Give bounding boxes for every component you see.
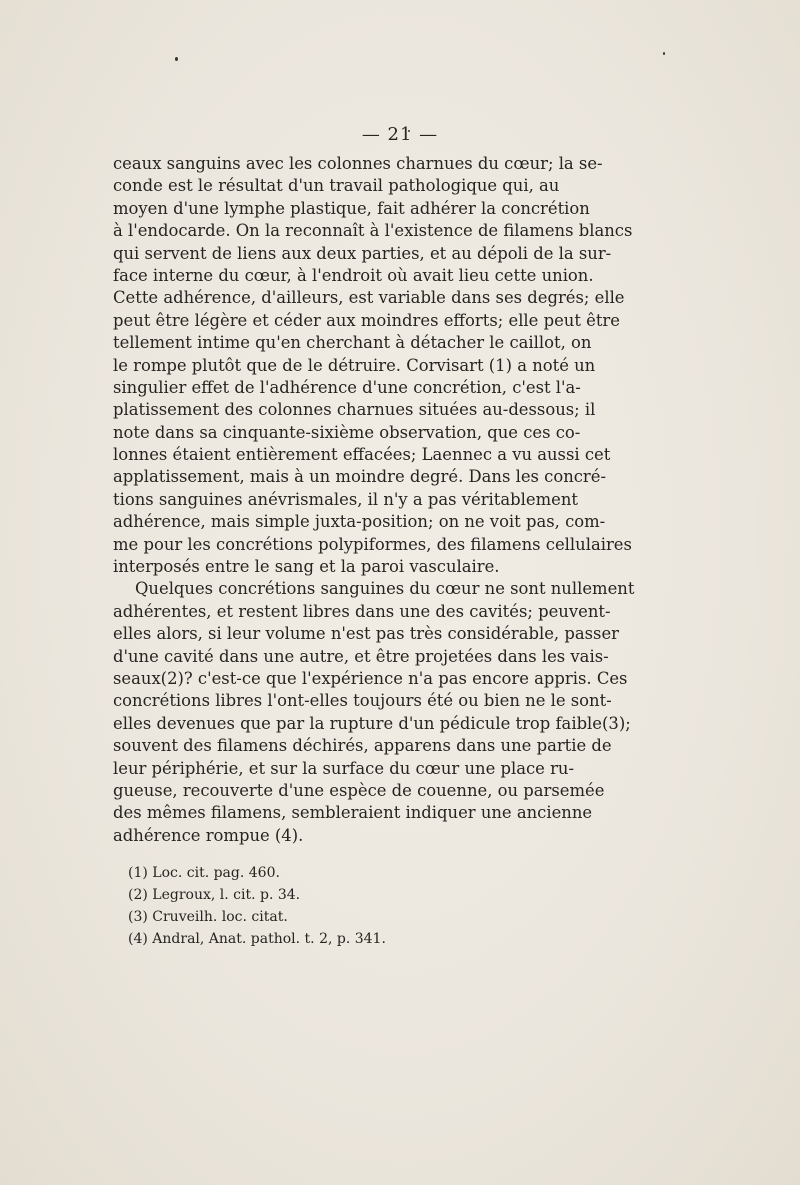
text-line: gueuse, recouverte d'une espèce de couenne, ou parsemée (113, 780, 605, 800)
text-line: ceaux sanguins avec les colonnes charnues du cœur; la se- (113, 154, 603, 173)
footnote-3: (3) Cruveilh. loc. citat. (128, 909, 288, 925)
text-line: note dans sa cinquante-sixième observation, que ces co- (113, 422, 581, 442)
text-line: elles devenues que par la rupture d'un pédicule trop faible(3); (113, 713, 631, 733)
text-line: seaux(2)? c'est-ce que l'expérience n'a pas encore appris. Ces (113, 668, 628, 688)
text-line: lonnes étaient entièrement effacées; Laennec a vu aussi cet (113, 445, 611, 465)
text-line: moyen d'une lymphe plastique, fait adhérer la concrétion (113, 198, 590, 218)
footnote-4: (4) Andral, Anat. pathol. t. 2, p. 341. (128, 931, 386, 947)
text-line: face interne du cœur, à l'endroit où avait lieu cette union. (113, 265, 594, 285)
text-line: applatissement, mais à un moindre degré. Dans les concré- (113, 467, 607, 487)
text-line: platissement des colonnes charnues situées au-dessous; il (113, 400, 596, 420)
text-line: qui servent de liens aux deux parties, et au dépoli de la sur- (113, 243, 612, 263)
text-line: adhérentes, et restent libres dans une des cavités; peuvent- (113, 601, 611, 621)
text-line: tellement intime qu'en cherchant à détacher le caillot, on (113, 333, 592, 353)
text-line: souvent des filamens déchirés, apparens dans une partie de (113, 736, 612, 756)
text-line: me pour les concrétions polypiformes, des filamens cellulaires (113, 534, 632, 554)
text-line: adhérence rompue (4). (113, 825, 304, 845)
text-line: concrétions libres l'ont-elles toujours été ou bien ne le sont- (113, 691, 612, 711)
text-line: Quelques concrétions sanguines du cœur ne sont nullement (135, 579, 635, 599)
footnote-1: (1) Loc. cit. pag. 460. (128, 865, 280, 881)
text-line: leur périphérie, et sur la surface du cœur une place ru- (113, 758, 575, 778)
ink-speck (175, 57, 178, 61)
text-line: conde est le résultat d'un travail pathologique qui, au (113, 176, 560, 196)
text-line: d'une cavité dans une autre, et être projetées dans les vais- (113, 646, 609, 666)
text-line: interposés entre le sang et la paroi vasculaire. (113, 557, 500, 577)
body-text (113, 153, 635, 847)
text-line: singulier effet de l'adhérence d'une concrétion, c'est l'a- (113, 377, 581, 397)
text-line: le rompe plutôt que de le détruire. Corvisart (1) a noté un (113, 355, 596, 375)
text-line: tions sanguines anévrismales, il n'y a pas véritablement (113, 489, 578, 509)
footnote-2: (2) Legroux, l. cit. p. 34. (128, 887, 301, 903)
page-number: — 21 — (361, 124, 439, 145)
text-line: Cette adhérence, d'ailleurs, est variable dans ses degrés; elle (113, 288, 625, 308)
ink-speck (663, 52, 665, 55)
text-line: des mêmes filamens, sembleraient indiquer une ancienne (113, 803, 593, 823)
text-line: peut être légère et céder aux moindres efforts; elle peut être (113, 310, 620, 330)
text-line: elles alors, si leur volume n'est pas très considérable, passer (113, 624, 619, 644)
text-line: adhérence, mais simple juxta-position; on ne voit pas, com- (113, 512, 606, 532)
footnotes (128, 862, 488, 950)
text-line: à l'endocarde. On la reconnaît à l'existence de filamens blancs (113, 221, 633, 241)
